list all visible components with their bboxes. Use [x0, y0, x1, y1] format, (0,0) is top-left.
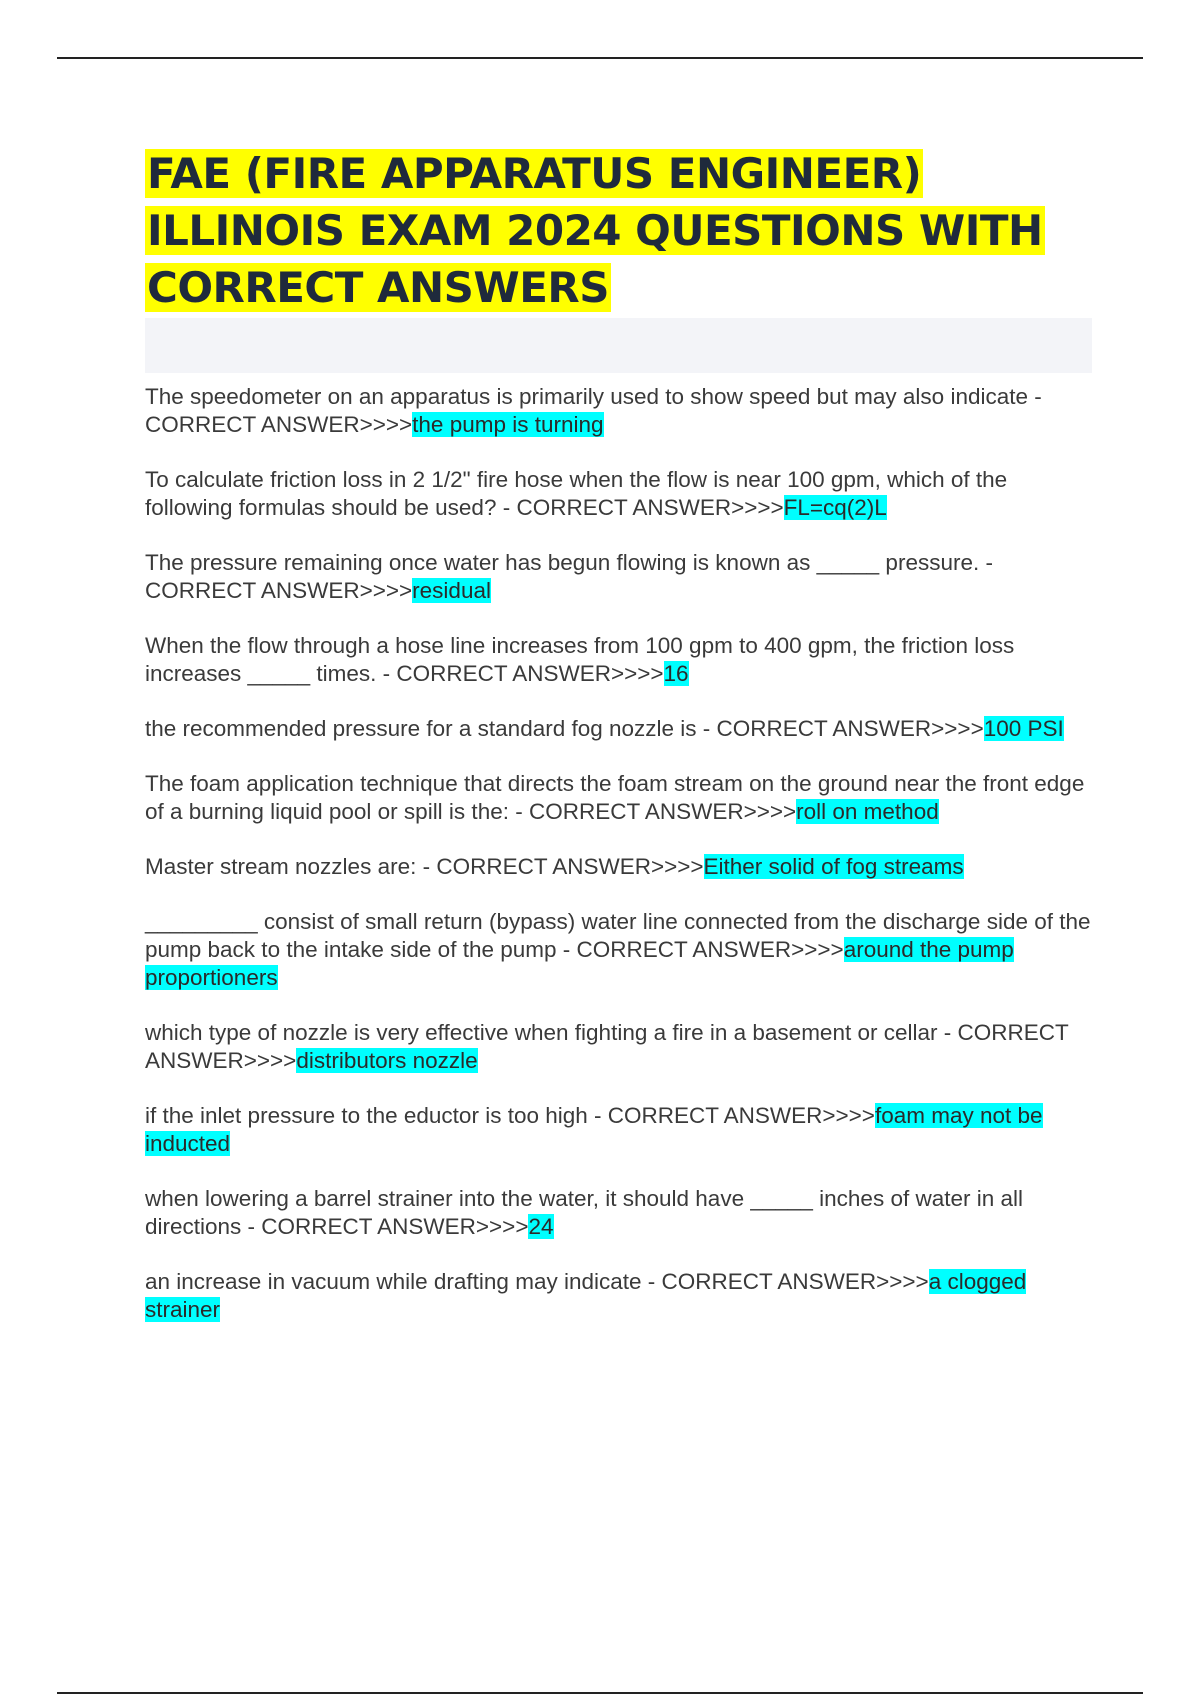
answer-highlight: roll on method [796, 799, 939, 824]
top-rule [57, 57, 1143, 59]
correct-answer-marker: - CORRECT ANSWER>>>> [641, 1269, 929, 1294]
correct-answer-marker: - CORRECT ANSWER>>>> [508, 799, 797, 824]
correct-answer-marker: - CORRECT ANSWER>>>> [145, 1020, 1069, 1073]
question-text: _________ consist of small return (bypass) water line connected from the discharge side of the pump back to the intake side of the pump [145, 909, 1091, 962]
qa-item [145, 908, 1095, 992]
correct-answer-marker: - CORRECT ANSWER>>>> [376, 661, 664, 686]
qa-item [145, 466, 1095, 522]
question-text: The speedometer on an apparatus is primarily used to show speed but may also indicate [145, 384, 1028, 409]
correct-answer-marker: - CORRECT ANSWER>>>> [145, 384, 1042, 437]
document-title [145, 145, 1095, 316]
answer-highlight: 24 [528, 1214, 554, 1239]
question-text: when lowering a barrel strainer into the water, it should have _____ inches of water in all directions [145, 1186, 1024, 1239]
answer-highlight: a clogged strainer [145, 1269, 1027, 1322]
correct-answer-marker: - CORRECT ANSWER>>>> [696, 716, 984, 741]
correct-answer-marker: - CORRECT ANSWER>>>> [496, 495, 784, 520]
qa-item [145, 1019, 1095, 1075]
correct-answer-marker: - CORRECT ANSWER>>>> [556, 937, 844, 962]
question-text: When the flow through a hose line increases from 100 gpm to 400 gpm, the friction loss increases _____ times. [145, 633, 1015, 686]
question-text: Master stream nozzles are: [145, 854, 417, 879]
answer-highlight: around the pump proportioners [145, 937, 1014, 990]
question-text: which type of nozzle is very effective when fighting a fire in a basement or cellar [145, 1020, 938, 1045]
correct-answer-marker: - CORRECT ANSWER>>>> [145, 550, 993, 603]
correct-answer-marker: - CORRECT ANSWER>>>> [416, 854, 704, 879]
answer-highlight: residual [412, 578, 491, 603]
document-body [145, 145, 1095, 1351]
bottom-rule [57, 1692, 1143, 1694]
qa-item [145, 1185, 1095, 1241]
qa-item [145, 715, 1095, 743]
question-text: an increase in vacuum while drafting may indicate [145, 1269, 642, 1294]
qa-item [145, 1102, 1095, 1158]
answer-highlight: 16 [663, 661, 689, 686]
qa-item [145, 549, 1095, 605]
question-text: The foam application technique that directs the foam stream on the ground near the front edge of a burning liquid pool or spill is the: [145, 771, 1085, 824]
question-text: if the inlet pressure to the eductor is too high [145, 1103, 588, 1128]
qa-list [145, 383, 1095, 1324]
qa-item [145, 632, 1095, 688]
answer-highlight: the pump is turning [412, 412, 604, 437]
qa-item [145, 383, 1095, 439]
answer-highlight: 100 PSI [983, 716, 1064, 741]
qa-item [145, 853, 1095, 881]
answer-highlight: foam may not be inducted [145, 1103, 1043, 1156]
answer-highlight: FL=cq(2)L [783, 495, 887, 520]
title-line: CORRECT ANSWERS [147, 263, 610, 312]
answer-highlight: Either solid of fog streams [703, 854, 964, 879]
title-line: ILLINOIS EXAM 2024 QUESTIONS WITH [147, 206, 1043, 255]
question-text: To calculate friction loss in 2 1/2" fire hose when the flow is near 100 gpm, which of the following formulas should be used? [145, 467, 1008, 520]
question-text: The pressure remaining once water has begun flowing is known as _____ pressure. [145, 550, 980, 575]
qa-item [145, 770, 1095, 826]
question-text: the recommended pressure for a standard fog nozzle is [145, 716, 697, 741]
correct-answer-marker: - CORRECT ANSWER>>>> [241, 1214, 529, 1239]
title-line: FAE (FIRE APPARATUS ENGINEER) [147, 149, 922, 198]
correct-answer-marker: - CORRECT ANSWER>>>> [587, 1103, 875, 1128]
answer-highlight: distributors nozzle [296, 1048, 478, 1073]
title-underband [145, 318, 1092, 373]
qa-item [145, 1268, 1095, 1324]
